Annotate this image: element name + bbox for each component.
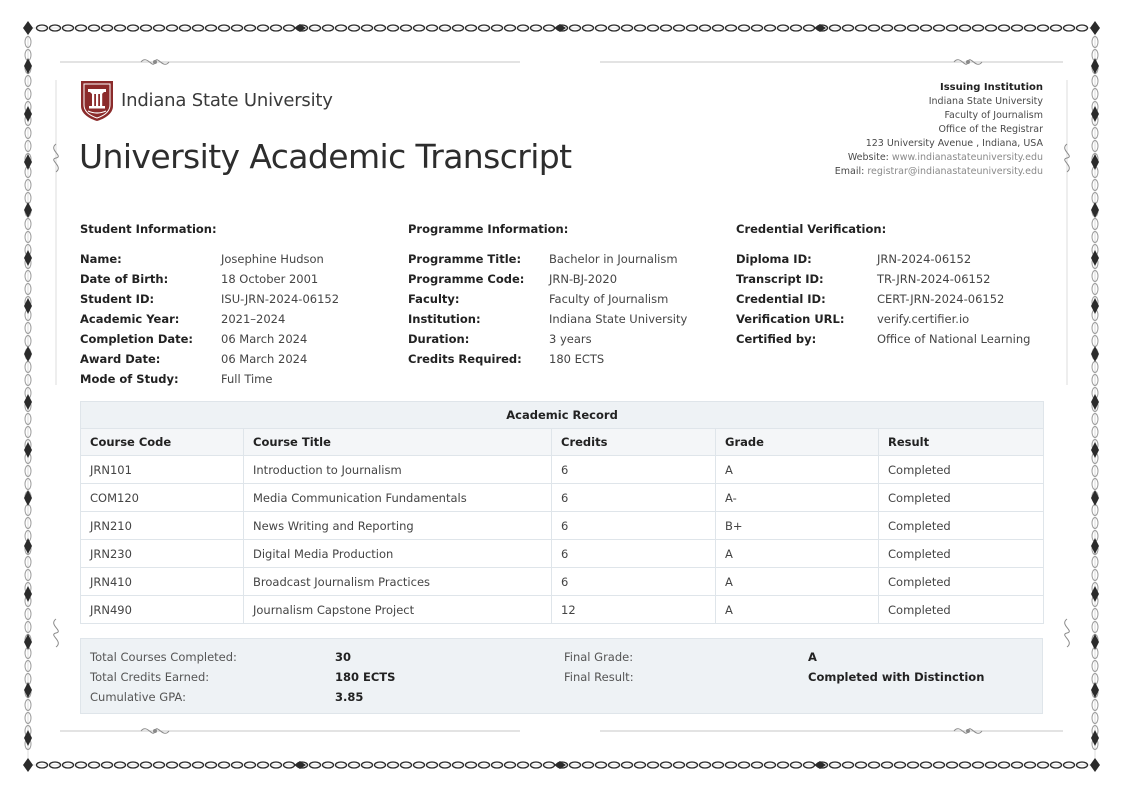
programme-information [408, 222, 718, 369]
university-name: Indiana State University [121, 90, 333, 111]
table-cell: Completed [879, 456, 1044, 484]
info-row [736, 289, 1046, 309]
table-row [81, 484, 1044, 512]
table-cell: Completed [879, 568, 1044, 596]
table-cell: 6 [552, 540, 716, 568]
table-cell: A- [716, 484, 879, 512]
issuer-email-line [723, 165, 1043, 179]
issuer-line: Indiana State University [928, 96, 1043, 107]
info-value: 180 ECTS [549, 352, 605, 366]
info-value: JRN-2024-06152 [877, 252, 972, 266]
info-value: 2021–2024 [221, 312, 286, 326]
table-cell: Journalism Capstone Project [244, 596, 552, 624]
info-label: Award Date: [80, 352, 161, 366]
info-label: Date of Birth: [80, 272, 169, 286]
website-label: Website: [847, 152, 889, 163]
info-label: Certified by: [736, 332, 817, 346]
final-grade-value: A [808, 650, 817, 664]
info-row [408, 329, 718, 349]
info-value: JRN-BJ-2020 [549, 272, 618, 286]
table-caption-row [81, 402, 1044, 429]
table-cell: A [716, 568, 879, 596]
credential-verification [736, 222, 1046, 349]
info-value: Faculty of Journalism [549, 292, 669, 306]
info-label: Institution: [408, 312, 481, 326]
table-cell: JRN101 [81, 456, 244, 484]
table-cell: 6 [552, 456, 716, 484]
info-label: Faculty: [408, 292, 460, 306]
info-value: 06 March 2024 [221, 352, 308, 366]
info-label: Name: [80, 252, 122, 266]
table-cell: B+ [716, 512, 879, 540]
info-value: TR-JRN-2024-06152 [877, 272, 991, 286]
issuer-line: 123 University Avenue , Indiana, USA [865, 138, 1043, 149]
table-cell: 6 [552, 512, 716, 540]
table-cell: Digital Media Production [244, 540, 552, 568]
info-row [80, 269, 390, 289]
table-row [81, 540, 1044, 568]
info-value: 3 years [549, 332, 592, 346]
info-label: Verification URL: [736, 312, 845, 326]
info-label: Mode of Study: [80, 372, 179, 386]
info-row [80, 289, 390, 309]
email-link[interactable]: registrar@indianastateuniversity.edu [867, 166, 1043, 177]
total-courses-label: Total Courses Completed: [90, 650, 237, 664]
info-row [408, 249, 718, 269]
table-cell: JRN410 [81, 568, 244, 596]
column-header: Credits [552, 429, 716, 456]
info-value: Office of National Learning [877, 332, 1031, 346]
info-label: Duration: [408, 332, 470, 346]
info-label: Programme Title: [408, 252, 522, 266]
info-row [736, 329, 1046, 349]
table-cell: 6 [552, 484, 716, 512]
info-row [408, 349, 718, 369]
verification-url-link[interactable]: verify.certifier.io [877, 312, 970, 326]
total-credits-value: 180 ECTS [335, 670, 396, 684]
table-cell: Completed [879, 512, 1044, 540]
info-row [736, 269, 1046, 289]
document-title: University Academic Transcript [79, 137, 572, 176]
table-cell: A [716, 456, 879, 484]
university-logo-icon [80, 80, 114, 122]
info-label: Credential ID: [736, 292, 826, 306]
info-row [80, 369, 390, 389]
info-row [80, 349, 390, 369]
info-row [736, 309, 1046, 329]
table-cell: 12 [552, 596, 716, 624]
final-result-value: Completed with Distinction [808, 670, 985, 684]
table-row [81, 456, 1044, 484]
issuer-heading: Issuing Institution [939, 82, 1043, 93]
table-caption: Academic Record [81, 402, 1044, 429]
section-title: Credential Verification: [736, 222, 887, 236]
info-label: Academic Year: [80, 312, 180, 326]
table-cell: A [716, 596, 879, 624]
table-cell: COM120 [81, 484, 244, 512]
issuer-website-line [723, 151, 1043, 165]
table-cell: News Writing and Reporting [244, 512, 552, 540]
website-link[interactable]: www.indianastateuniversity.edu [891, 152, 1043, 163]
info-row [736, 249, 1046, 269]
issuer-line: Office of the Registrar [938, 124, 1043, 135]
info-row [80, 309, 390, 329]
info-value: Bachelor in Journalism [549, 252, 678, 266]
issuing-institution-block [723, 81, 1043, 179]
gpa-label: Cumulative GPA: [90, 690, 186, 704]
table-row [81, 512, 1044, 540]
table-header-row [81, 429, 1044, 456]
academic-record-table [80, 401, 1044, 624]
section-title: Student Information: [80, 222, 217, 236]
column-header: Course Code [81, 429, 244, 456]
info-row [408, 269, 718, 289]
final-result-label: Final Result: [564, 670, 634, 684]
issuer-line: Faculty of Journalism [944, 110, 1043, 121]
table-cell: Introduction to Journalism [244, 456, 552, 484]
total-credits-label: Total Credits Earned: [90, 670, 210, 684]
email-label: Email: [834, 166, 865, 177]
info-value: Indiana State University [549, 312, 688, 326]
final-grade-label: Final Grade: [564, 650, 634, 664]
info-label: Diploma ID: [736, 252, 812, 266]
table-row [81, 596, 1044, 624]
info-label: Credits Required: [408, 352, 522, 366]
table-cell: Completed [879, 596, 1044, 624]
column-header: Course Title [244, 429, 552, 456]
student-information [80, 222, 390, 389]
table-row [81, 568, 1044, 596]
info-label: Programme Code: [408, 272, 525, 286]
table-cell: Broadcast Journalism Practices [244, 568, 552, 596]
table-cell: 6 [552, 568, 716, 596]
table-cell: JRN490 [81, 596, 244, 624]
table-cell: Completed [879, 540, 1044, 568]
column-header: Result [879, 429, 1044, 456]
info-label: Student ID: [80, 292, 155, 306]
info-row [80, 249, 390, 269]
info-value: Full Time [221, 372, 273, 386]
summary-panel [80, 638, 1043, 714]
section-title: Programme Information: [408, 222, 569, 236]
column-header: Grade [716, 429, 879, 456]
info-label: Transcript ID: [736, 272, 824, 286]
info-value: CERT-JRN-2024-06152 [877, 292, 1005, 306]
info-value: ISU-JRN-2024-06152 [221, 292, 340, 306]
info-value: 06 March 2024 [221, 332, 308, 346]
info-row [408, 289, 718, 309]
table-cell: JRN230 [81, 540, 244, 568]
info-label: Completion Date: [80, 332, 194, 346]
info-row [408, 309, 718, 329]
total-courses-value: 30 [335, 650, 352, 664]
table-cell: A [716, 540, 879, 568]
gpa-value: 3.85 [335, 690, 364, 704]
table-cell: Completed [879, 484, 1044, 512]
info-value: 18 October 2001 [221, 272, 319, 286]
table-cell: Media Communication Fundamentals [244, 484, 552, 512]
info-value: Josephine Hudson [221, 252, 324, 266]
info-row [80, 329, 390, 349]
table-cell: JRN210 [81, 512, 244, 540]
